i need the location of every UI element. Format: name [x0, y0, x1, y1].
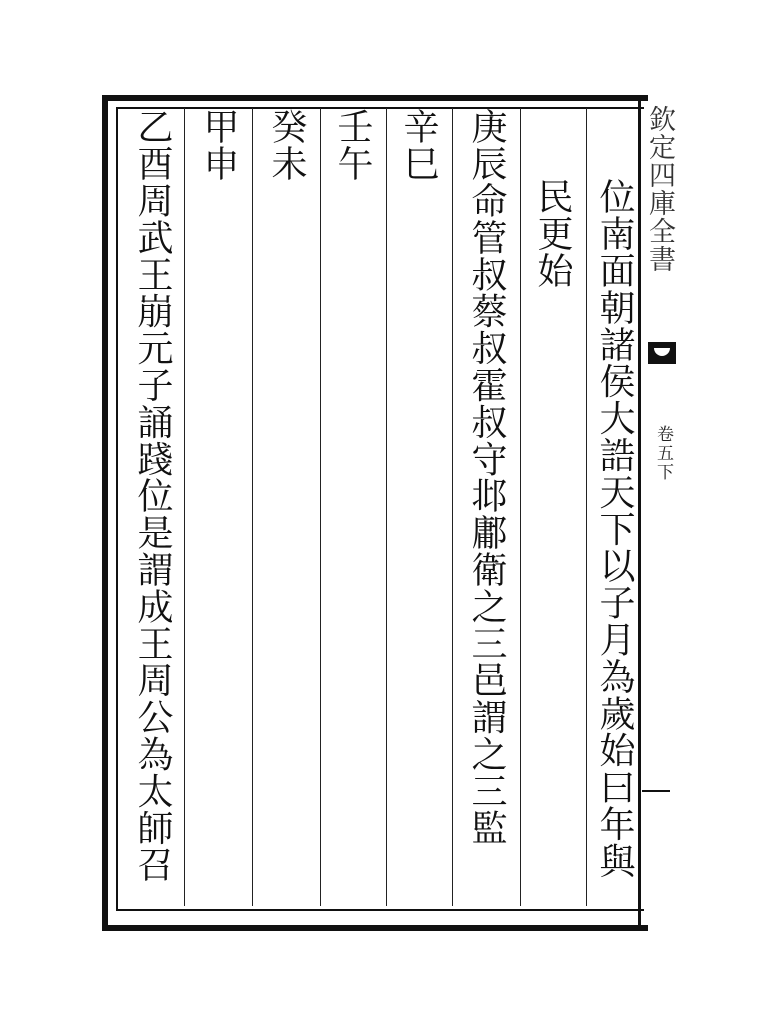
- text-column-1: [590, 178, 638, 879]
- page-border-right: [638, 95, 641, 925]
- text-column-4: [394, 108, 442, 182]
- text-column-7: [194, 108, 242, 182]
- column-rule: [184, 108, 185, 906]
- text-column-3: [462, 108, 510, 846]
- column-rule: [452, 108, 453, 906]
- column-text: 壬午: [332, 108, 373, 182]
- column-rule: [586, 108, 587, 906]
- margin-book-title: 欽定四庫全書: [644, 105, 675, 273]
- margin-tick-mark: [642, 790, 670, 792]
- column-text: 位南面朝諸侯大誥天下以子月為歲始曰年與: [594, 178, 635, 880]
- text-column-8: [128, 108, 176, 883]
- column-text: 癸未: [266, 108, 307, 182]
- margin-volume-label: 卷五下: [653, 425, 673, 482]
- column-text: 乙酉周武王崩元子誦踐位是謂成王周公為太師召: [132, 108, 173, 883]
- column-text: 庚辰命管叔蔡叔霍叔守邶鄘衛之三邑謂之三監: [466, 108, 507, 846]
- text-column-6: [262, 108, 310, 182]
- column-text: 民更始: [532, 178, 573, 289]
- column-rule: [252, 108, 253, 906]
- fish-tail-mark: [648, 342, 676, 364]
- column-text: 甲申: [198, 108, 239, 182]
- column-text: 辛巳: [398, 108, 439, 182]
- column-rule: [386, 108, 387, 906]
- column-rule: [320, 108, 321, 906]
- text-column-5: [328, 108, 376, 182]
- text-column-2: [528, 178, 576, 289]
- column-rule: [520, 108, 521, 906]
